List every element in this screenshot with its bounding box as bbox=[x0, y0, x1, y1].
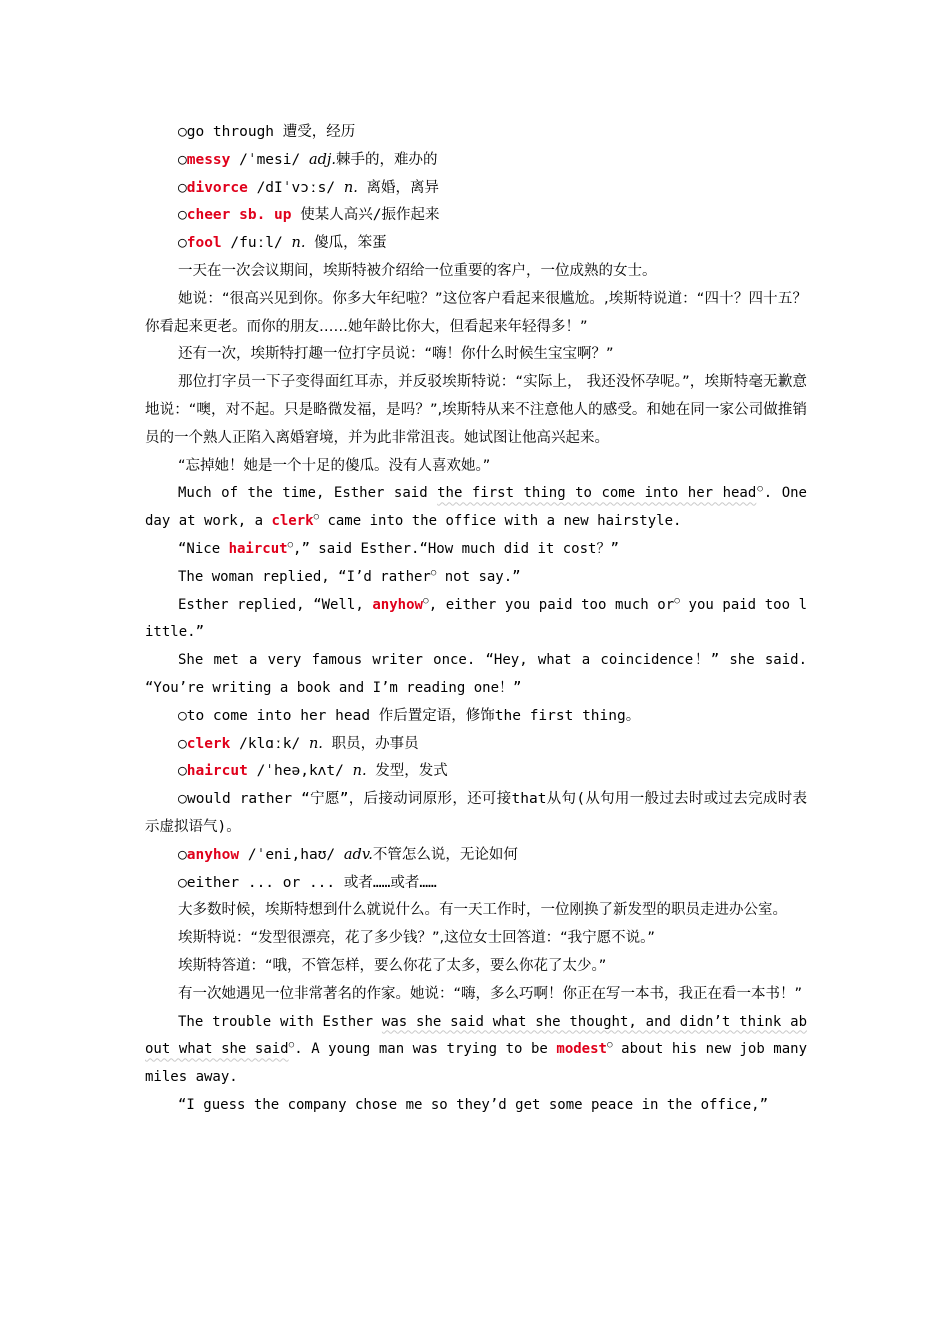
vocab-note bbox=[145, 202, 807, 230]
text-run: 有一次她遇见一位非常著名的作家。她说：“嗨，多么巧啊！你正在写一本书，我正在看一本书！” bbox=[178, 985, 803, 1002]
highlighted-term: clerk bbox=[186, 735, 231, 752]
vocab-note bbox=[145, 119, 807, 147]
text-run: about his new job many miles away. bbox=[145, 1041, 807, 1086]
english-paragraph bbox=[145, 536, 807, 564]
english-paragraph bbox=[145, 647, 807, 703]
text-run: 埃斯特答道：“哦，不管怎样，要么你花了太多，要么你花了太少。” bbox=[178, 957, 607, 974]
text-run: 使某人高兴/振作起来 bbox=[291, 207, 440, 224]
underlined-phrase: was she said what she thought, and didn’t think about what she said bbox=[145, 1013, 808, 1058]
translation-paragraph bbox=[145, 286, 807, 342]
text-run: /ˈheə,kʌt/ bbox=[247, 763, 353, 780]
footnote-marker: ○ bbox=[430, 567, 437, 578]
text-run: ○either ... or ... 或者……或者…… bbox=[178, 874, 437, 891]
english-paragraph bbox=[145, 592, 807, 648]
text-run: ○ bbox=[178, 207, 187, 224]
text-run: ○ bbox=[178, 179, 187, 196]
text-run: “忘掉她！她是一个十足的傻瓜。没有人喜欢她。” bbox=[178, 457, 491, 474]
text-run: . A young man was trying to be bbox=[294, 1041, 557, 1058]
text-run: 埃斯特说：“发型很漂亮，花了多少钱？”,这位女士回答道：“我宁愿不说。” bbox=[178, 930, 655, 947]
text-run: The trouble with Esther bbox=[178, 1013, 382, 1030]
text-run: “Nice bbox=[178, 540, 229, 557]
vocab-note bbox=[145, 786, 807, 842]
highlighted-term: clerk bbox=[271, 513, 314, 530]
highlighted-term: divorce bbox=[186, 179, 248, 196]
translation-paragraph bbox=[145, 981, 807, 1009]
part-of-speech: n. bbox=[343, 179, 358, 196]
text-run: 大多数时候，埃斯特想到什么就说什么。有一天工作时，一位刚换了新发型的职员走进办公室。 bbox=[178, 902, 787, 919]
part-of-speech: n. bbox=[308, 735, 323, 752]
vocab-note bbox=[145, 842, 807, 870]
translation-paragraph bbox=[145, 258, 807, 286]
text-run: Esther replied, “Well, bbox=[178, 596, 373, 613]
text-run: ○would rather “宁愿”，后接动词原形，还可接that从句(从句用一般过去时或过去完成时表示虚拟语气)。 bbox=[145, 791, 807, 835]
part-of-speech: n. bbox=[352, 763, 367, 780]
part-of-speech: n. bbox=[291, 235, 306, 252]
text-run: /fuːl/ bbox=[221, 235, 292, 252]
english-paragraph bbox=[145, 564, 807, 592]
footnote-marker: ○ bbox=[422, 595, 429, 606]
vocab-note bbox=[145, 870, 807, 898]
footnote-marker: ○ bbox=[288, 1040, 295, 1051]
highlighted-term: haircut bbox=[228, 540, 288, 557]
text-run: you paid too little.” bbox=[145, 596, 808, 641]
text-run: ,” said Esther.“How much did it cost？” bbox=[293, 540, 619, 557]
highlighted-term: modest bbox=[556, 1041, 607, 1058]
text-run: 棘手的，难办的 bbox=[336, 151, 438, 168]
text-run: 职员，办事员 bbox=[322, 735, 419, 752]
vocab-note bbox=[145, 731, 807, 759]
translation-paragraph bbox=[145, 925, 807, 953]
highlighted-term: fool bbox=[186, 235, 222, 252]
text-run: The woman replied, “I’d rather bbox=[178, 568, 431, 585]
text-run: 发型，发式 bbox=[366, 763, 448, 780]
english-paragraph bbox=[145, 1009, 807, 1092]
vocab-note bbox=[145, 703, 807, 731]
text-run: ○to come into her head 作后置定语，修饰the first thing。 bbox=[178, 707, 641, 724]
text-run: /dIˈvɔːs/ bbox=[247, 179, 344, 196]
footnote-marker: ○ bbox=[674, 595, 680, 606]
part-of-speech: adj. bbox=[308, 151, 337, 168]
text-run: ○ bbox=[178, 846, 187, 863]
text-run: ○ bbox=[178, 151, 187, 168]
text-run: 她说：“很高兴见到你。你多大年纪啦？”这位客户看起来很尴尬。,埃斯特说道：“四十？四十五？你看起来更老。而你的朋友……她年龄比你大，但看起来年轻得多！” bbox=[145, 290, 807, 335]
document-body bbox=[145, 119, 807, 1120]
highlighted-term: haircut bbox=[186, 763, 248, 780]
text-run: She met a very famous writer once. “Hey, what a coincidence！” she said. “You’re writing a book and I’m reading one！” bbox=[145, 652, 807, 696]
footnote-marker: ○ bbox=[756, 484, 764, 495]
translation-paragraph bbox=[145, 897, 807, 925]
underlined-phrase: the first thing to come into her head bbox=[437, 485, 757, 502]
highlighted-term: messy bbox=[186, 151, 231, 168]
text-run: not say.” bbox=[436, 568, 521, 585]
footnote-marker: ○ bbox=[287, 539, 294, 550]
highlighted-term: anyhow bbox=[372, 596, 423, 613]
vocab-note bbox=[145, 175, 807, 203]
text-run: ○go through 遭受，经历 bbox=[178, 124, 356, 140]
text-run: 一天在一次会议期间，埃斯特被介绍给一位重要的客户，一位成熟的女士。 bbox=[178, 262, 657, 279]
vocab-note bbox=[145, 230, 807, 258]
translation-paragraph bbox=[145, 453, 807, 481]
text-run: ○ bbox=[178, 763, 187, 780]
text-run: ○ bbox=[178, 235, 187, 252]
text-run: . One day at work, a bbox=[145, 485, 807, 530]
text-run: 那位打字员一下子变得面红耳赤，并反驳埃斯特说：“实际上， 我还没怀孕呢。”，埃斯特毫无歉意地说：“噢，对不起。只是略微发福，是吗？”,埃斯特从来不注意他人的感受。和她在同一家公司做推销员的一个熟人正陷入离婚窘境，并为此非常沮丧。她试图让他高兴起来。 bbox=[145, 374, 807, 446]
text-run: 离婚，离异 bbox=[357, 179, 440, 196]
text-run: ○ bbox=[178, 735, 187, 752]
text-run: /ˈeni,haʊ/ bbox=[239, 846, 344, 863]
translation-paragraph bbox=[145, 341, 807, 369]
text-run: , either you paid too much or bbox=[428, 596, 675, 613]
translation-paragraph bbox=[145, 369, 807, 452]
text-run: 傻瓜，笨蛋 bbox=[305, 235, 387, 252]
translation-paragraph bbox=[145, 953, 807, 981]
text-run: 还有一次，埃斯特打趣一位打字员说：“嗨！你什么时候生宝宝啊？” bbox=[178, 346, 614, 363]
highlighted-term: cheer sb. up bbox=[186, 207, 292, 224]
footnote-marker: ○ bbox=[313, 512, 320, 523]
text-run: /klɑːk/ bbox=[230, 735, 309, 752]
part-of-speech: adv. bbox=[343, 846, 373, 863]
text-run: Much of the time, Esther said bbox=[178, 485, 438, 502]
english-paragraph bbox=[145, 480, 807, 536]
text-run: “I guess the company chose me so they’d get some peace in the office,” bbox=[178, 1096, 769, 1113]
english-paragraph bbox=[145, 1092, 807, 1120]
vocab-note bbox=[145, 758, 807, 786]
vocab-note bbox=[145, 147, 807, 175]
highlighted-term: anyhow bbox=[186, 846, 240, 863]
text-run: came into the office with a new hairstyle. bbox=[319, 513, 682, 530]
text-run: 不管怎么说，无论如何 bbox=[372, 846, 518, 863]
footnote-marker: ○ bbox=[606, 1040, 613, 1051]
text-run: /ˈmesi/ bbox=[230, 151, 309, 168]
